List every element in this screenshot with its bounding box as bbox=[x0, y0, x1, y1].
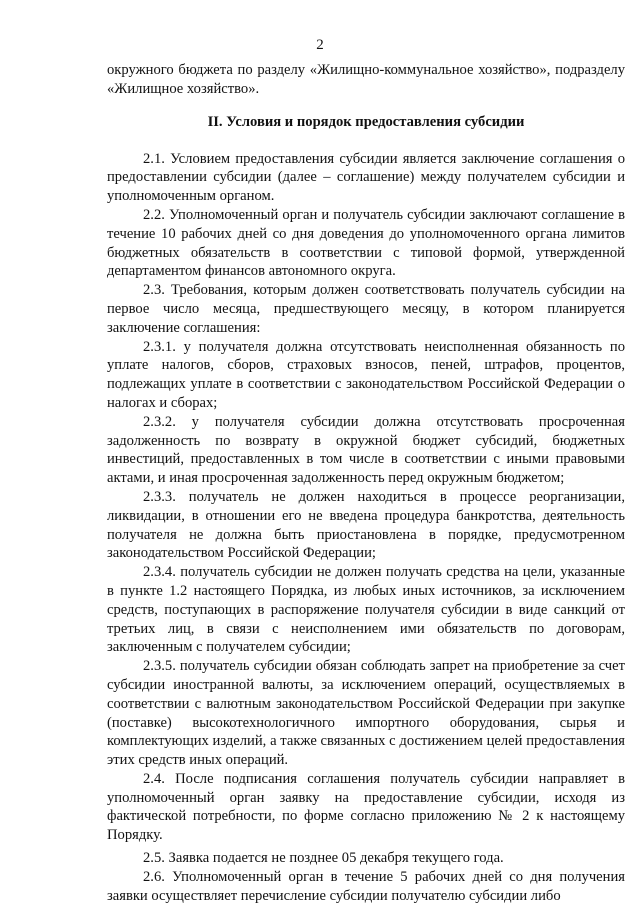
document-body bbox=[107, 61, 625, 905]
paragraph-2-4: 2.4. После подписания соглашения получатель субсидии направляет в уполномоченный орган заявку на предоставление субсидии, исходя из фактической потребности, по форме согласно приложению № 2 к настоящему Порядку. bbox=[107, 770, 625, 844]
intro-paragraph: окружного бюджета по разделу «Жилищно-коммунальное хозяйство», подразделу «Жилищное хозяйство». bbox=[107, 62, 625, 97]
paragraph-2-3-3: 2.3.3. получатель не должен находиться в процессе реорганизации, ликвидации, в отношении его не введена процедура банкротства, деятельность получателя не должна быть приостановлена в порядке, предусмотренном законодательством Российской Федерации; bbox=[107, 488, 625, 562]
paragraph-2-3: 2.3. Требования, которым должен соответствовать получатель субсидии на первое число месяца, предшествующего месяцу, в котором планируется заключение соглашения: bbox=[107, 282, 625, 336]
paragraph-2-2: 2.2. Уполномоченный орган и получатель субсидии заключают соглашение в течение 10 рабочих дней со дня доведения до уполномоченного органа лимитов бюджетных обязательств в соответствии с типовой формой, утвержденной департаментом финансов автономного округа. bbox=[107, 206, 625, 280]
paragraph-2-3-1: 2.3.1. у получателя должна отсутствовать неисполненная обязанность по уплате налогов, сборов, страховых взносов, пеней, штрафов, процентов, подлежащих уплате в соответствии с законодательством Российской Федерации о налогах и сборах; bbox=[107, 338, 625, 411]
paragraph-2-5: 2.5. Заявка подается не позднее 05 декабря текущего года. bbox=[143, 850, 504, 867]
paragraph-2-6: 2.6. Уполномоченный орган в течение 5 рабочих дней со дня получения заявки осуществляет перечисление субсидии получателю субсидии либо bbox=[107, 868, 625, 904]
paragraph-2-1: 2.1. Условием предоставления субсидии является заключение соглашения о предоставлении субсидии (далее – соглашение) между получателем субсидии и уполномоченным органом. bbox=[107, 150, 625, 205]
page-number: 2 bbox=[316, 37, 324, 53]
paragraph-2-3-2: 2.3.2. у получателя субсидии должна отсутствовать просроченная задолженность по возврату в окружной бюджет субсидий, бюджетных инвестиций, предоставленных в том числе в соответствии с иными правовыми актами, и иная просроченная задолженность перед окружным бюджетом; bbox=[107, 413, 625, 487]
paragraph-2-3-5: 2.3.5. получатель субсидии обязан соблюдать запрет на приобретение за счет субсидии иностранной валюты, за исключением операций, осуществляемых в соответствии с валютным законодательством Российской Федерации при закупке (поставке) высокотехнологичного импортного оборудования, сырья и комплектующих изделий, а также связанных с достижением целей предоставления этих средств иных операций. bbox=[107, 658, 625, 769]
section-heading: II. Условия и порядок предоставления субсидии bbox=[207, 113, 525, 130]
paragraph-2-3-4: 2.3.4. получатель субсидии не должен получать средства на цели, указанные в пункте 1.2 настоящего Порядка, из любых иных источников, за исключением средств, поступающих в распоряжение получателя субсидии в виде санкций от третьих лиц, в связи с неисполнением ими обязательств по договорам, заключенным с получателем субсидии; bbox=[107, 564, 625, 656]
